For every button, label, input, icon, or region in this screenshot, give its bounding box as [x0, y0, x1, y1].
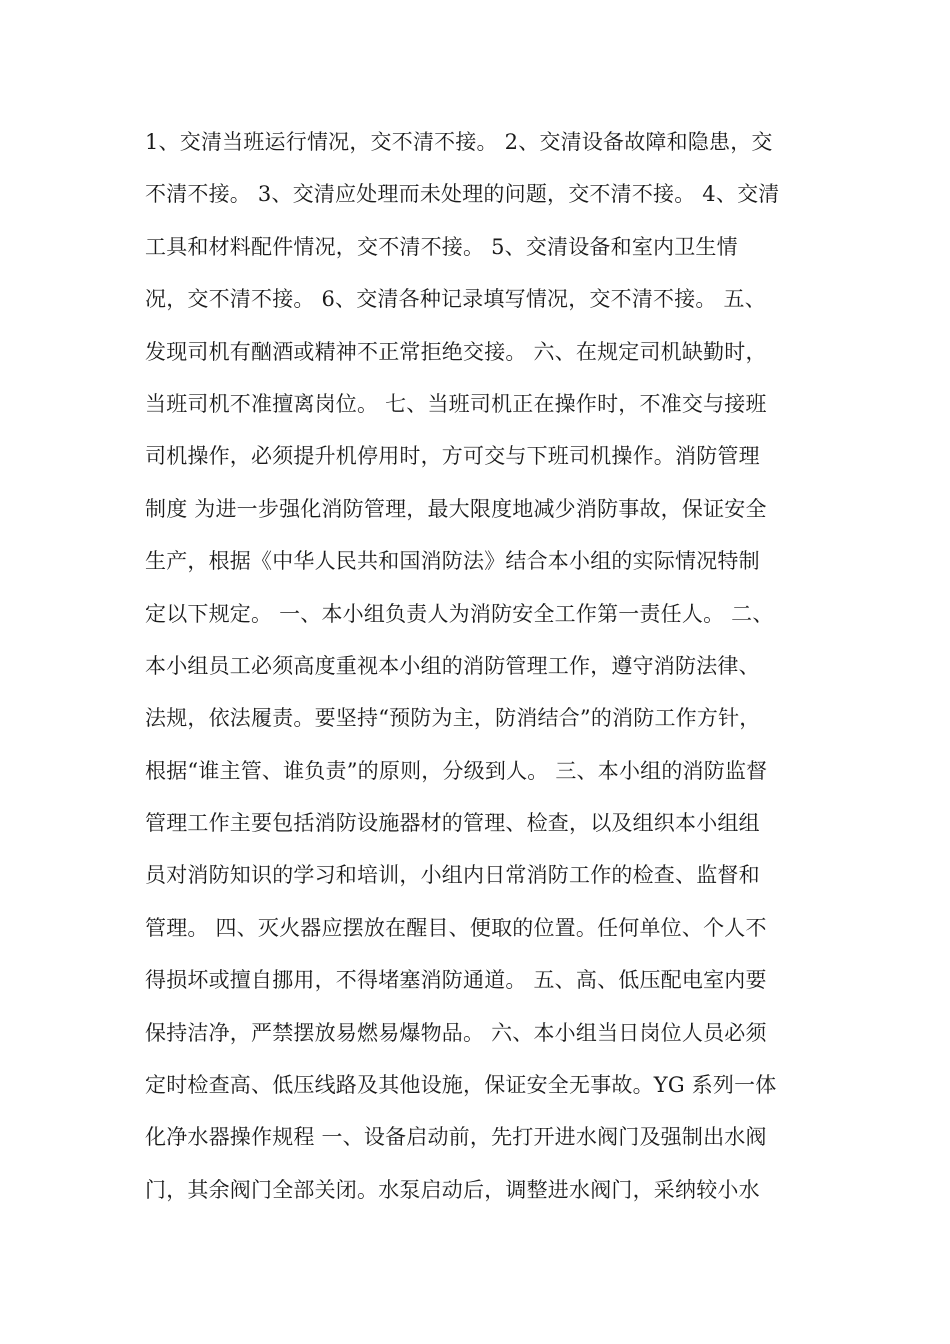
body-text	[145, 116, 815, 1216]
text-line: 生产，根据《中华人民共和国消防法》结合本小组的实际情况特制	[145, 549, 760, 574]
text-line: 管理。 四、灭火器应摆放在醒目、便取的位置。任何单位、个人不	[145, 915, 767, 940]
text-line: 管理工作主要包括消防设施器材的管理、检查，以及组织本小组组	[145, 811, 760, 836]
text-line: 法规，依法履责。要坚持“预防为主，防消结合”的消防工作方针，	[145, 706, 761, 731]
text-line: 工具和材料配件情况，交不清不接。 5、交清设备和室内卫生情	[145, 234, 738, 259]
text-line: 司机操作，必须提升机停用时，方可交与下班司机操作。消防管理	[145, 444, 760, 469]
text-line: 不清不接。 3、交清应处理而未处理的问题，交不清不接。 4、交清	[145, 182, 780, 207]
text-line: 况，交不清不接。 6、交清各种记录填写情况，交不清不接。 五、	[145, 287, 766, 312]
text-line: 1、交清当班运行情况，交不清不接。 2、交清设备故障和隐患，交	[145, 130, 773, 154]
text-line: 当班司机不准擅离岗位。 七、当班司机正在操作时，不准交与接班	[145, 391, 767, 416]
text-line: 保持洁净，严禁摆放易燃易爆物品。 六、本小组当日岗位人员必须	[145, 1020, 767, 1045]
text-line: 定时检查高、低压线路及其他设施，保证安全无事故。YG 系列一体	[145, 1073, 777, 1098]
text-line: 根据“谁主管、谁负责”的原则，分级到人。 三、本小组的消防监督	[145, 758, 768, 783]
text-line: 员对消防知识的学习和培训，小组内日常消防工作的检查、监督和	[145, 863, 760, 888]
text-line: 门，其余阀门全部关闭。水泵启动后，调整进水阀门，采纳较小水	[145, 1177, 760, 1202]
text-line: 发现司机有酗酒或精神不正常拒绝交接。 六、在规定司机缺勤时，	[145, 339, 767, 364]
text-line: 得损坏或擅自挪用，不得堵塞消防通道。 五、高、低压配电室内要	[145, 968, 767, 993]
text-line: 本小组员工必须高度重视本小组的消防管理工作，遵守消防法律、	[145, 653, 760, 678]
text-line: 定以下规定。 一、本小组负责人为消防安全工作第一责任人。 二、	[145, 601, 774, 626]
text-line: 化净水器操作规程 一、设备启动前，先打开进水阀门及强制出水阀	[145, 1125, 767, 1150]
text-line: 制度 为进一步强化消防管理，最大限度地减少消防事故，保证安全	[145, 496, 767, 521]
